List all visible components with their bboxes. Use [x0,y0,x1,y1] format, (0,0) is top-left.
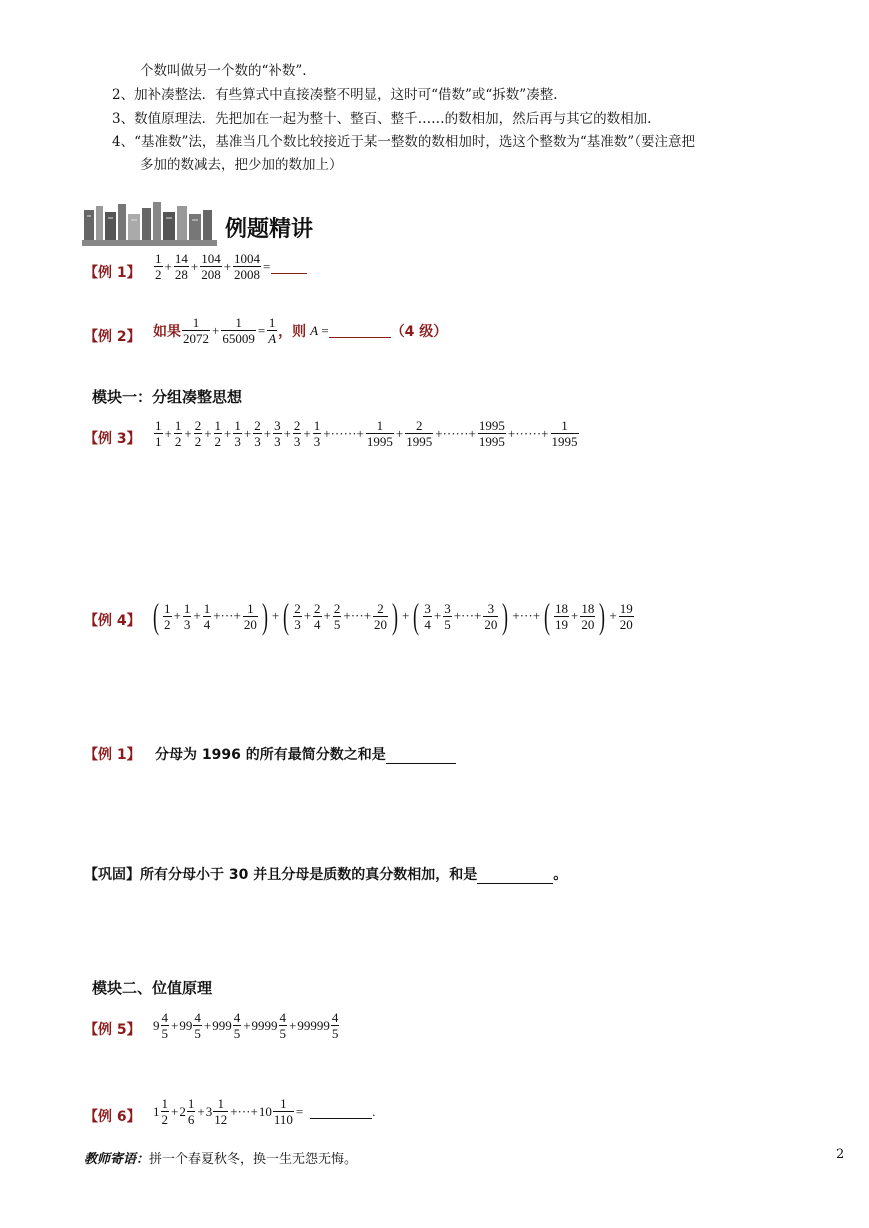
example-4-label: 【例 4】 [84,613,141,629]
consolidate-end: 。 [553,867,568,883]
module-1-title: 模块一：分组凑整思想 [92,388,243,406]
intro-line-1: 2、加补凑整法．有些算式中直接凑整不明显，这时可“借数”或“拆数”凑整. [112,87,558,103]
intro-line-2: 3、数值原理法．先把加在一起为整十、整百、整千……的数相加，然后再与其它的数相加. [112,111,652,127]
consolidate-text: 所有分母小于 30 并且分母是质数的真分数相加，和是 [140,867,478,883]
section-title: 例题精讲 [225,217,314,242]
intro-line-0: 个数叫做另一个数的“补数”. [140,63,307,79]
footer-quote [84,1148,357,1167]
answer-blank[interactable] [386,749,456,764]
example-6-label: 【例 6】 [84,1109,141,1125]
example-2-then: ，则 [278,323,307,340]
example-1b-text: 分母为 1996 的所有最简分数之和是 [155,747,386,763]
example-2-expression: 如果 1 2072 + $\frac{1}{65009}$ = $\frac{1}{A}$ ，则 A = （4 级） [153,315,448,346]
answer-blank[interactable] [477,869,553,884]
example-6-expression: 1 1 2 + 2 1 6 + 3 1 12 +···+ 10 $\frac{1}{110}$ = . [153,1096,376,1127]
example-1-label: 【例 1】 [84,265,141,281]
consolidate-label: 【巩固】 [84,867,140,883]
example-1b-label: 【例 1】 [84,747,141,763]
example-5-label: 【例 5】 [84,1022,141,1038]
example-3-expression: 1 1 + $\frac{1}{2}$ + $\frac{2}{2}$ + $\frac{1}{2}$ + $\frac{1}{3}$ + $\frac{2}{3}$ + $\frac{3}{3}$ + $\frac{2}{3}$ + $\frac{1}{3}$ +······+ $\frac{1}{1995}$ + $\frac{2}{1995}$ +······+ $\frac{1995}{1995}$ +······+ $\frac{1}{1995}$ [155,418,578,449]
example-2-level: （4 级） [390,323,448,340]
answer-blank[interactable] [329,323,391,338]
example-4-expression: ( 1 2 + $\frac{1}{3}$ + $\frac{1}{4}$ +···+ $\frac{1}{20}$ ) + ( 2 3 + $\frac{2}{4}$ + $\frac{2}{5}$ +···+ $\frac{2}{20}$ ) + ( 3 4 + $\frac{3}{5}$ +···+ $\frac{3}{20}$ ) +···+ ( 18 19 + $\frac{18}{20}$ ) + $\frac{19}{20}$ [153,596,633,636]
example-2-label: 【例 2】 [84,329,141,345]
footer-text: 拼一个春夏秋冬，换一生无怨无悔。 [149,1152,358,1167]
module-2-title: 模块二、位值原理 [92,979,213,997]
example-3-label: 【例 3】 [84,431,141,447]
answer-blank[interactable] [271,259,307,274]
footer-label: 教师寄语： [84,1152,150,1167]
intro-line-4: 多加的数减去，把少加的数加上） [140,157,343,173]
intro-line-3: 4、“基准数”法，基准当几个数比较接近于某一整数的数相加时，选这个整数为“基准数”（要注意把 [112,134,695,150]
books-icon [82,200,217,248]
example-1b-question [155,744,456,764]
example-1-expression: 1 2 + $\frac{14}{28}$ + $\frac{104}{208}$ + $\frac{1004}{2008}$ = [153,251,307,282]
consolidate-question [84,864,567,884]
page-number: 2 [836,1147,845,1162]
answer-blank[interactable] [310,1104,372,1119]
example-2-prefix: 如果 [153,323,181,340]
example-5-expression: 9 4 5 + 99 4 5 + 999 4 5 + 9999 4 5 + 99999 4 5 [153,1010,339,1041]
